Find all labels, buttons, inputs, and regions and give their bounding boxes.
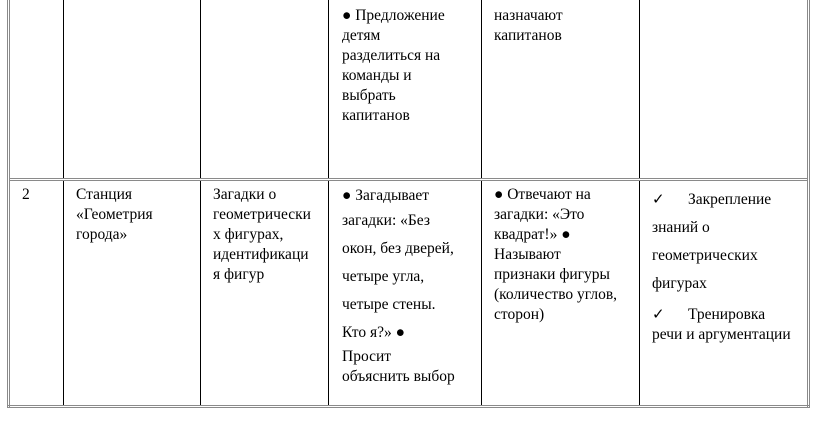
text-line: геометрически [213,206,311,223]
table-row [9,0,809,180]
text-line: окон, без дверей, [342,240,454,257]
text-line: Кто я?» ● [342,324,405,341]
text-line: Называют [494,246,561,263]
text-line: ● Загадывает [342,187,430,204]
number-cell [9,0,64,180]
text-line: загадки: «Это [494,206,585,223]
text-line: речи и аргументации [652,326,791,343]
result-item [652,304,803,325]
text-line: выбрать [342,87,396,104]
text-line: четыре стены. [342,296,436,313]
teacher-activity-cell [329,0,482,180]
text-line: четыре угла, [342,268,425,285]
row-number: 2 [22,186,30,203]
children-activity-cell [482,180,640,407]
text-line: х фигурах, [213,226,284,243]
text-line: загадки: «Без [342,212,430,229]
station-cell [64,180,201,407]
text-line: команды и [342,67,412,84]
text-line: я фигур [213,266,265,283]
text-line: детям [342,27,381,44]
table-row [9,180,809,407]
text-line: капитанов [494,27,562,44]
text-line: признаки фигуры [494,266,610,283]
text-line: знаний о [652,219,710,236]
text-line: капитанов [342,107,410,124]
text-line: ● Предложение [342,7,445,24]
text-line: квадрат!» ● [494,226,571,243]
stage-cell [201,180,329,407]
text-line: геометрических [652,247,758,264]
text-line: идентификаци [213,246,309,263]
text-line: (количество углов, [494,286,618,303]
children-activity-cell [482,0,640,180]
teacher-activity-cell [329,180,482,407]
text-line: разделиться на [342,47,441,64]
text-line: Станция [76,186,132,203]
result-item [652,185,803,214]
result-cell [640,180,809,407]
text-line: ● Отвечают на [494,186,591,203]
text-line: фигурах [652,275,707,292]
text-line: сторон) [494,306,545,323]
lesson-plan-table [7,0,810,408]
text-line: объяснить выбор [342,368,455,385]
text-line: Загадки о [213,186,277,203]
check-icon: ✓ [652,305,665,323]
text-line: назначают [494,7,563,24]
result-cell [640,0,809,180]
text-line: города» [76,226,128,243]
check-icon: ✓ [652,190,665,208]
result-text: Закрепление [688,191,772,208]
station-cell [64,0,201,180]
result-text: Тренировка [688,306,766,323]
stage-cell [201,0,329,180]
text-line: Просит [342,348,392,365]
number-cell [9,180,64,407]
text-line: «Геометрия [76,206,153,223]
